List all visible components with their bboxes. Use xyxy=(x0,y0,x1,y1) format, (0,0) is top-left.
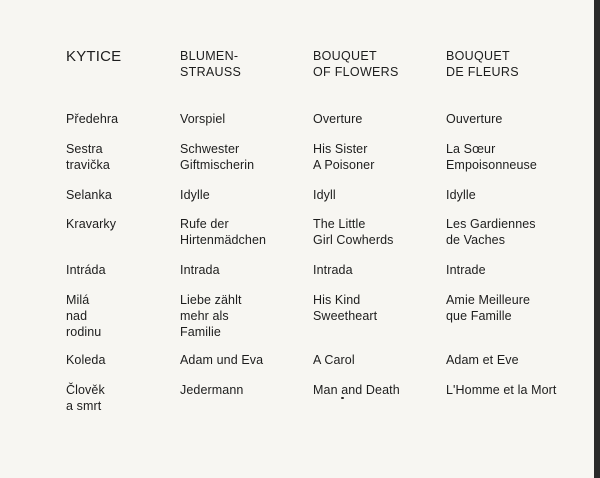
header-french: BOUQUET DE FLEURS xyxy=(446,49,519,79)
cell-czech: Předehra xyxy=(66,112,119,126)
cell-french: L'Homme et la Mort xyxy=(446,383,557,397)
cell-czech: Kravarky xyxy=(66,217,117,231)
cell-english: A Carol xyxy=(313,353,355,367)
cell-french: Idylle xyxy=(446,188,476,202)
cell-french: Les Gardiennes de Vaches xyxy=(446,217,536,247)
cell-german: Intrada xyxy=(180,263,220,277)
header-german: BLUMEN- STRAUSS xyxy=(180,49,242,79)
cell-english: Idyll xyxy=(313,188,336,202)
cell-german: Adam und Eva xyxy=(180,353,264,367)
cell-french: Intrade xyxy=(446,263,486,277)
cell-english: The Little Girl Cowherds xyxy=(313,217,394,247)
cell-german: Schwester Giftmischerin xyxy=(180,142,255,172)
cell-english: His Kind Sweetheart xyxy=(313,293,378,323)
cell-french: Amie Meilleure que Famille xyxy=(446,293,531,323)
cell-german: Liebe zählt mehr als Familie xyxy=(180,293,242,339)
cell-english: Man and Death xyxy=(313,383,400,397)
header-czech: KYTICE xyxy=(66,48,122,65)
cell-czech: Intráda xyxy=(66,263,106,277)
cell-english: Intrada xyxy=(313,263,353,277)
cell-french: La Sœur Empoisonneuse xyxy=(446,142,537,172)
cell-czech: Koleda xyxy=(66,353,106,367)
ink-speck xyxy=(341,397,344,399)
cell-german: Vorspiel xyxy=(180,112,226,126)
cell-german: Idylle xyxy=(180,188,210,202)
cell-german: Rufe der Hirtenmädchen xyxy=(180,217,267,247)
cell-czech: Milá nad rodinu xyxy=(66,293,102,339)
cell-czech: Sestra travička xyxy=(66,142,110,172)
cell-czech: Selanka xyxy=(66,188,112,202)
cell-czech: Člověk a smrt xyxy=(66,383,105,413)
cell-french: Adam et Eve xyxy=(446,353,519,367)
cell-french: Ouverture xyxy=(446,112,503,126)
cell-german: Jedermann xyxy=(180,383,244,397)
cell-english: Overture xyxy=(313,112,363,126)
cell-english: His Sister A Poisoner xyxy=(313,142,375,172)
header-english: BOUQUET OF FLOWERS xyxy=(313,49,399,79)
